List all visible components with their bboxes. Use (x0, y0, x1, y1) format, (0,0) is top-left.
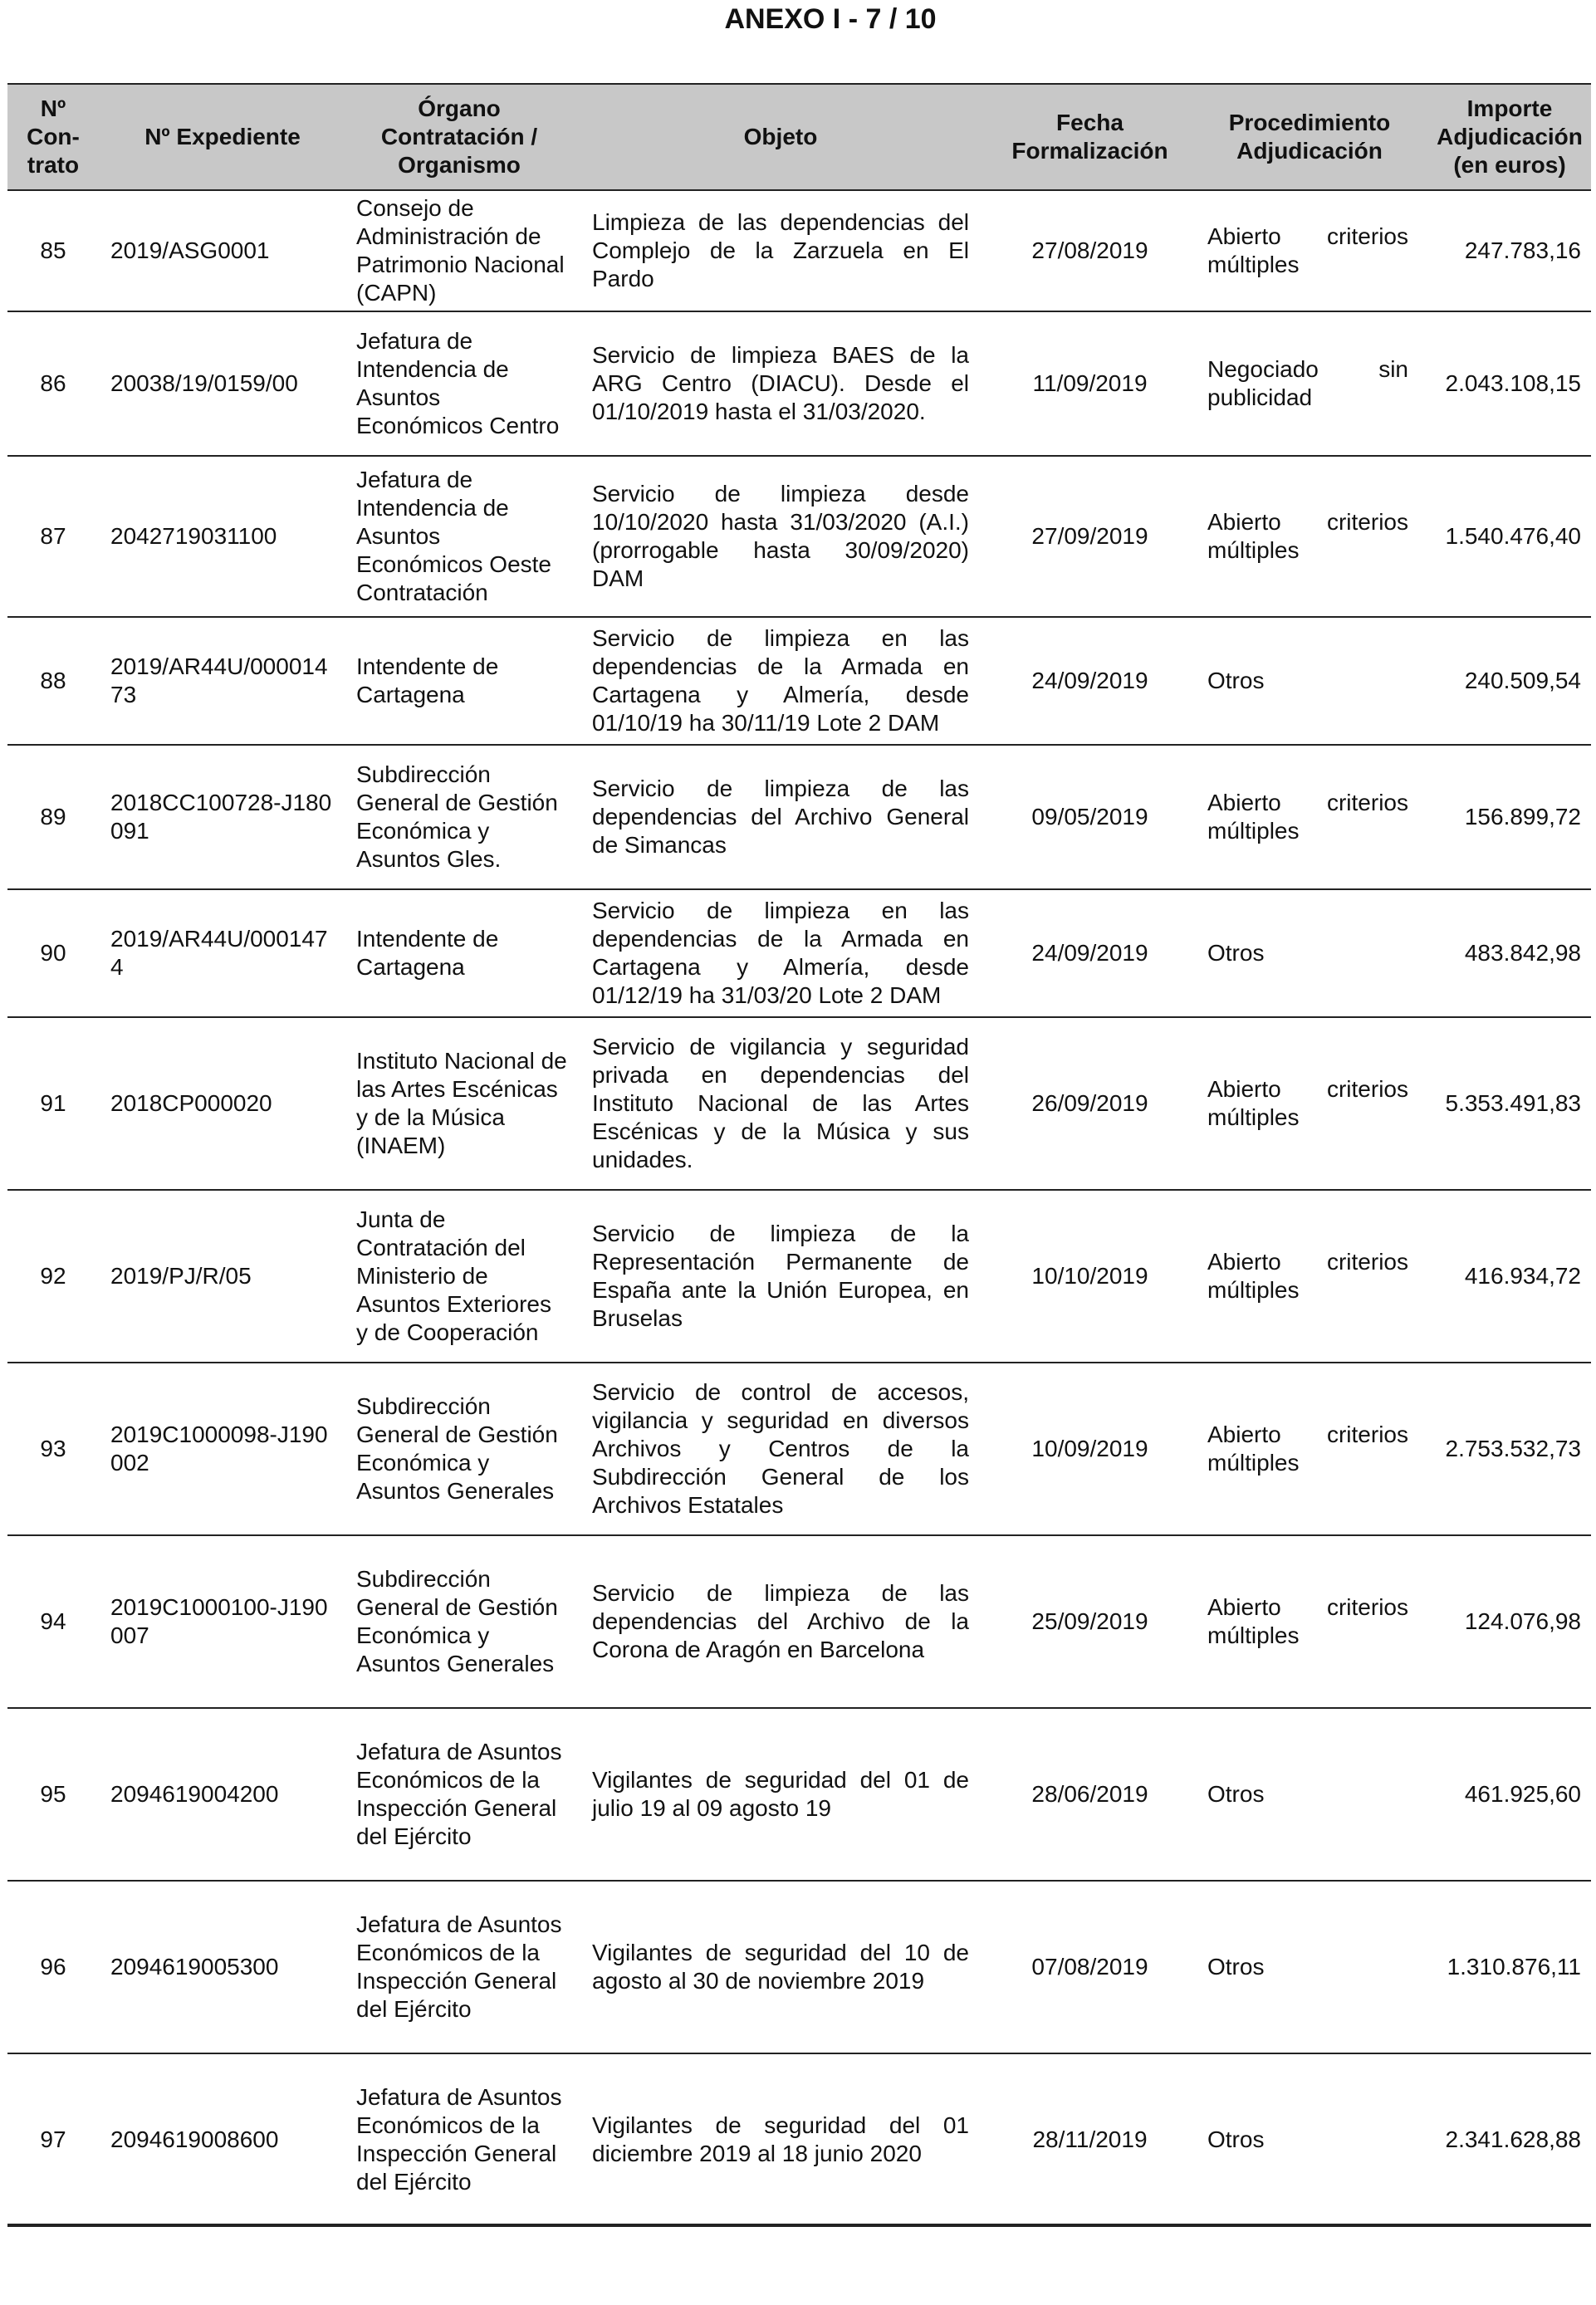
cell-fecha: 25/09/2019 (989, 1535, 1191, 1708)
cell-objeto: Limpieza de las dependencias del Complejo de la Zarzuela en El Pardo (572, 190, 989, 311)
cell-num: 95 (7, 1708, 99, 1881)
cell-importe: 2.753.532,73 (1428, 1363, 1591, 1535)
cell-objeto: Servicio de limpieza en las dependencias de la Armada en Cartagena y Almería, desde 01/12/19 ha 31/03/20 Lote 2 DAM (572, 889, 989, 1017)
cell-num: 89 (7, 745, 99, 889)
cell-organo: Consejo de Administración de Patrimonio Nacional (CAPN) (346, 190, 572, 311)
cell-expediente: 2018CC100728-J180091 (99, 745, 346, 889)
header-procedimiento: Procedimiento Adjudicación (1191, 84, 1428, 190)
cell-organo: Jefatura de Intendencia de Asuntos Económicos Centro (346, 311, 572, 456)
cell-importe: 1.540.476,40 (1428, 456, 1591, 617)
table-row (7, 1363, 1591, 1535)
bottom-rule (7, 2224, 1591, 2225)
table-row (7, 456, 1591, 617)
cell-organo: Subdirección General de Gestión Económica y Asuntos Generales (346, 1363, 572, 1535)
cell-objeto: Servicio de limpieza en las dependencias de la Armada en Cartagena y Almería, desde 01/10/19 ha 30/11/19 Lote 2 DAM (572, 617, 989, 745)
cell-procedimiento: Abierto criterios múltiples (1191, 456, 1428, 617)
cell-objeto: Servicio de control de accesos, vigilancia y seguridad en diversos Archivos y Centros de la Subdirección General de los Archivos Estatales (572, 1363, 989, 1535)
cell-organo: Jefatura de Asuntos Económicos de la Inspección General del Ejército (346, 1881, 572, 2053)
cell-num: 93 (7, 1363, 99, 1535)
contracts-table-container (7, 83, 1591, 2227)
cell-num: 88 (7, 617, 99, 745)
cell-fecha: 24/09/2019 (989, 617, 1191, 745)
cell-organo: Intendente de Cartagena (346, 889, 572, 1017)
cell-objeto: Vigilantes de seguridad del 01 de julio 19 al 09 agosto 19 (572, 1708, 989, 1881)
cell-fecha: 07/08/2019 (989, 1881, 1191, 2053)
cell-objeto: Servicio de vigilancia y seguridad privada en dependencias del Instituto Nacional de las Artes Escénicas y de la Música y sus unidades. (572, 1017, 989, 1190)
cell-num: 90 (7, 889, 99, 1017)
cell-importe: 416.934,72 (1428, 1190, 1591, 1363)
cell-importe: 5.353.491,83 (1428, 1017, 1591, 1190)
cell-expediente: 2019/AR44U/00001473 (99, 617, 346, 745)
cell-fecha: 10/10/2019 (989, 1190, 1191, 1363)
cell-importe: 124.076,98 (1428, 1535, 1591, 1708)
cell-fecha: 28/11/2019 (989, 2053, 1191, 2226)
cell-procedimiento: Otros (1191, 889, 1428, 1017)
cell-procedimiento: Abierto criterios múltiples (1191, 1535, 1428, 1708)
cell-fecha: 28/06/2019 (989, 1708, 1191, 1881)
table-row (7, 311, 1591, 456)
table-header-row (7, 84, 1591, 190)
cell-fecha: 26/09/2019 (989, 1017, 1191, 1190)
cell-importe: 483.842,98 (1428, 889, 1591, 1017)
cell-fecha: 27/08/2019 (989, 190, 1191, 311)
cell-fecha: 10/09/2019 (989, 1363, 1191, 1535)
table-row (7, 1881, 1591, 2053)
cell-expediente: 2019C1000098-J190002 (99, 1363, 346, 1535)
cell-importe: 1.310.876,11 (1428, 1881, 1591, 2053)
cell-organo: Subdirección General de Gestión Económica y Asuntos Generales (346, 1535, 572, 1708)
cell-fecha: 11/09/2019 (989, 311, 1191, 456)
table-row (7, 1017, 1591, 1190)
cell-expediente: 2019/ASG0001 (99, 190, 346, 311)
cell-expediente: 2019C1000100-J190007 (99, 1535, 346, 1708)
cell-objeto: Servicio de limpieza desde 10/10/2020 hasta 31/03/2020 (A.I.) (prorrogable hasta 30/09/2020) DAM (572, 456, 989, 617)
table-body (7, 190, 1591, 2226)
cell-organo: Jefatura de Intendencia de Asuntos Económicos Oeste Contratación (346, 456, 572, 617)
cell-fecha: 09/05/2019 (989, 745, 1191, 889)
table-row (7, 1535, 1591, 1708)
cell-procedimiento: Negociado sin publicidad (1191, 311, 1428, 456)
cell-num: 86 (7, 311, 99, 456)
cell-procedimiento: Otros (1191, 2053, 1428, 2226)
cell-organo: Jefatura de Asuntos Económicos de la Inspección General del Ejército (346, 1708, 572, 1881)
cell-organo: Junta de Contratación del Ministerio de Asuntos Exteriores y de Cooperación (346, 1190, 572, 1363)
cell-num: 87 (7, 456, 99, 617)
cell-fecha: 24/09/2019 (989, 889, 1191, 1017)
header-objeto: Objeto (572, 84, 989, 190)
cell-importe: 156.899,72 (1428, 745, 1591, 889)
cell-objeto: Vigilantes de seguridad del 10 de agosto al 30 de noviembre 2019 (572, 1881, 989, 2053)
cell-expediente: 2094619004200 (99, 1708, 346, 1881)
cell-importe: 247.783,16 (1428, 190, 1591, 311)
cell-expediente: 20038/19/0159/00 (99, 311, 346, 456)
cell-importe: 240.509,54 (1428, 617, 1591, 745)
header-importe: Importe Adjudicación (en euros) (1428, 84, 1591, 190)
cell-importe: 461.925,60 (1428, 1708, 1591, 1881)
cell-expediente: 2018CP000020 (99, 1017, 346, 1190)
table-row (7, 1190, 1591, 1363)
header-num: Nº Con-trato (7, 84, 99, 190)
cell-num: 97 (7, 2053, 99, 2226)
cell-expediente: 2019/PJ/R/05 (99, 1190, 346, 1363)
cell-expediente: 2019/AR44U/0001474 (99, 889, 346, 1017)
cell-num: 85 (7, 190, 99, 311)
cell-objeto: Servicio de limpieza BAES de la ARG Centro (DIACU). Desde el 01/10/2019 hasta el 31/03/2020. (572, 311, 989, 456)
cell-objeto: Vigilantes de seguridad del 01 diciembre 2019 al 18 junio 2020 (572, 2053, 989, 2226)
cell-organo: Subdirección General de Gestión Económica y Asuntos Gles. (346, 745, 572, 889)
cell-num: 96 (7, 1881, 99, 2053)
page-title: ANEXO I - 7 / 10 (724, 3, 937, 35)
cell-fecha: 27/09/2019 (989, 456, 1191, 617)
header-fecha: Fecha Formalización (989, 84, 1191, 190)
table-row (7, 889, 1591, 1017)
table-row (7, 745, 1591, 889)
contracts-table (7, 83, 1591, 2227)
cell-importe: 2.043.108,15 (1428, 311, 1591, 456)
cell-objeto: Servicio de limpieza de la Representación Permanente de España ante la Unión Europea, en Bruselas (572, 1190, 989, 1363)
cell-objeto: Servicio de limpieza de las dependencias del Archivo de la Corona de Aragón en Barcelona (572, 1535, 989, 1708)
cell-num: 94 (7, 1535, 99, 1708)
cell-procedimiento: Otros (1191, 1708, 1428, 1881)
cell-organo: Intendente de Cartagena (346, 617, 572, 745)
cell-objeto: Servicio de limpieza de las dependencias del Archivo General de Simancas (572, 745, 989, 889)
cell-procedimiento: Abierto criterios múltiples (1191, 1363, 1428, 1535)
table-row (7, 1708, 1591, 1881)
cell-expediente: 2094619005300 (99, 1881, 346, 2053)
table-row (7, 617, 1591, 745)
cell-procedimiento: Otros (1191, 1881, 1428, 2053)
cell-procedimiento: Abierto criterios múltiples (1191, 190, 1428, 311)
cell-procedimiento: Otros (1191, 617, 1428, 745)
cell-organo: Jefatura de Asuntos Económicos de la Inspección General del Ejército (346, 2053, 572, 2226)
cell-procedimiento: Abierto criterios múltiples (1191, 1017, 1428, 1190)
cell-organo: Instituto Nacional de las Artes Escénicas y de la Música (INAEM) (346, 1017, 572, 1190)
cell-expediente: 2042719031100 (99, 456, 346, 617)
header-organo: Órgano Contratación / Organismo (346, 84, 572, 190)
cell-procedimiento: Abierto criterios múltiples (1191, 745, 1428, 889)
cell-num: 92 (7, 1190, 99, 1363)
cell-procedimiento: Abierto criterios múltiples (1191, 1190, 1428, 1363)
table-row (7, 190, 1591, 311)
table-row (7, 2053, 1591, 2226)
cell-importe: 2.341.628,88 (1428, 2053, 1591, 2226)
cell-expediente: 2094619008600 (99, 2053, 346, 2226)
cell-num: 91 (7, 1017, 99, 1190)
header-expediente: Nº Expediente (99, 84, 346, 190)
